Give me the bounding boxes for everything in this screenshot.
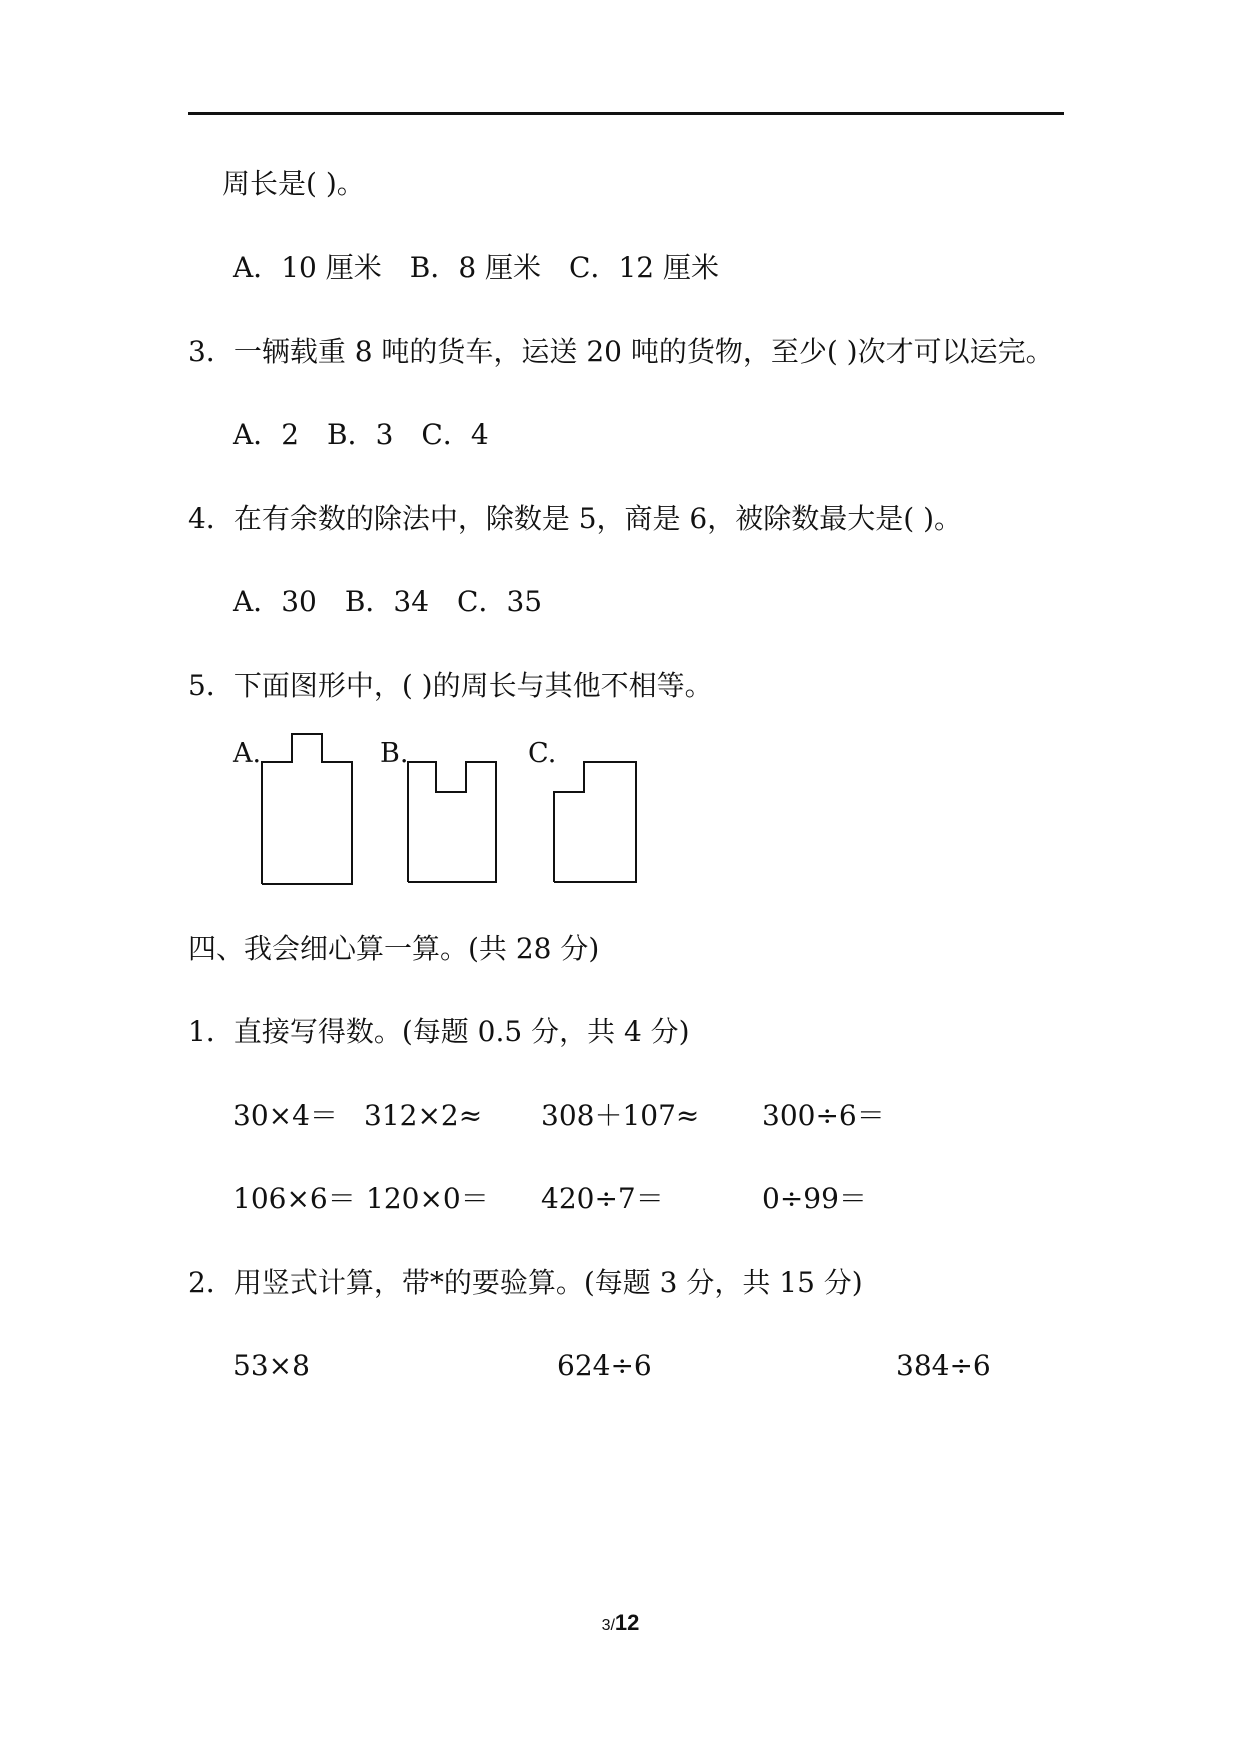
section4-p1-title: 1．直接写得数。(每题 0.5 分，共 4 分) (188, 1015, 690, 1048)
calc-item: 0÷99＝ (762, 1182, 867, 1215)
calc-item: 420÷7＝ (541, 1182, 664, 1215)
header-rule (188, 112, 1064, 115)
figure-c (546, 754, 656, 886)
calc-item: 300÷6＝ (762, 1099, 885, 1132)
q4-text: 4．在有余数的除法中，除数是 5，商是 6，被除数最大是( )。 (188, 502, 962, 535)
section4-title: 四、我会细心算一算。(共 28 分) (188, 932, 600, 965)
figure-b (398, 754, 508, 886)
figure-a (250, 728, 360, 888)
calc-item: 30×4＝ (233, 1099, 338, 1132)
q4-options: A．30 B．34 C．35 (233, 585, 543, 618)
calc-item: 120×0＝ (366, 1182, 489, 1215)
figure-a-label: A. (233, 738, 262, 769)
calc-item: 312×2≈ (364, 1099, 483, 1132)
calc-item: 308＋107≈ (541, 1099, 700, 1132)
q3-options: A．2 B．3 C．4 (233, 418, 489, 451)
q2-options: A．10 厘米 B．8 厘米 C．12 厘米 (233, 251, 719, 284)
page-current: 3/ (601, 1617, 615, 1634)
figure-b-label: B. (380, 738, 409, 769)
page-total: 12 (614, 1610, 640, 1635)
figure-c-label: C. (528, 738, 557, 769)
calc-item: 106×6＝ (233, 1182, 356, 1215)
vertical-calc-item: 53×8 (233, 1349, 310, 1382)
section4-p2-title: 2．用竖式计算，带*的要验算。(每题 3 分，共 15 分) (188, 1266, 863, 1299)
q3-text: 3．一辆载重 8 吨的货车，运送 20 吨的货物，至少( )次才可以运完。 (188, 335, 1054, 368)
vertical-calc-item: 624÷6 (557, 1349, 652, 1382)
vertical-calc-item: 384÷6 (896, 1349, 991, 1382)
q2-tail-text: 周长是( )。 (222, 167, 365, 200)
q5-text: 5．下面图形中，( )的周长与其他不相等。 (188, 669, 713, 702)
page-number (0, 1612, 1241, 1634)
